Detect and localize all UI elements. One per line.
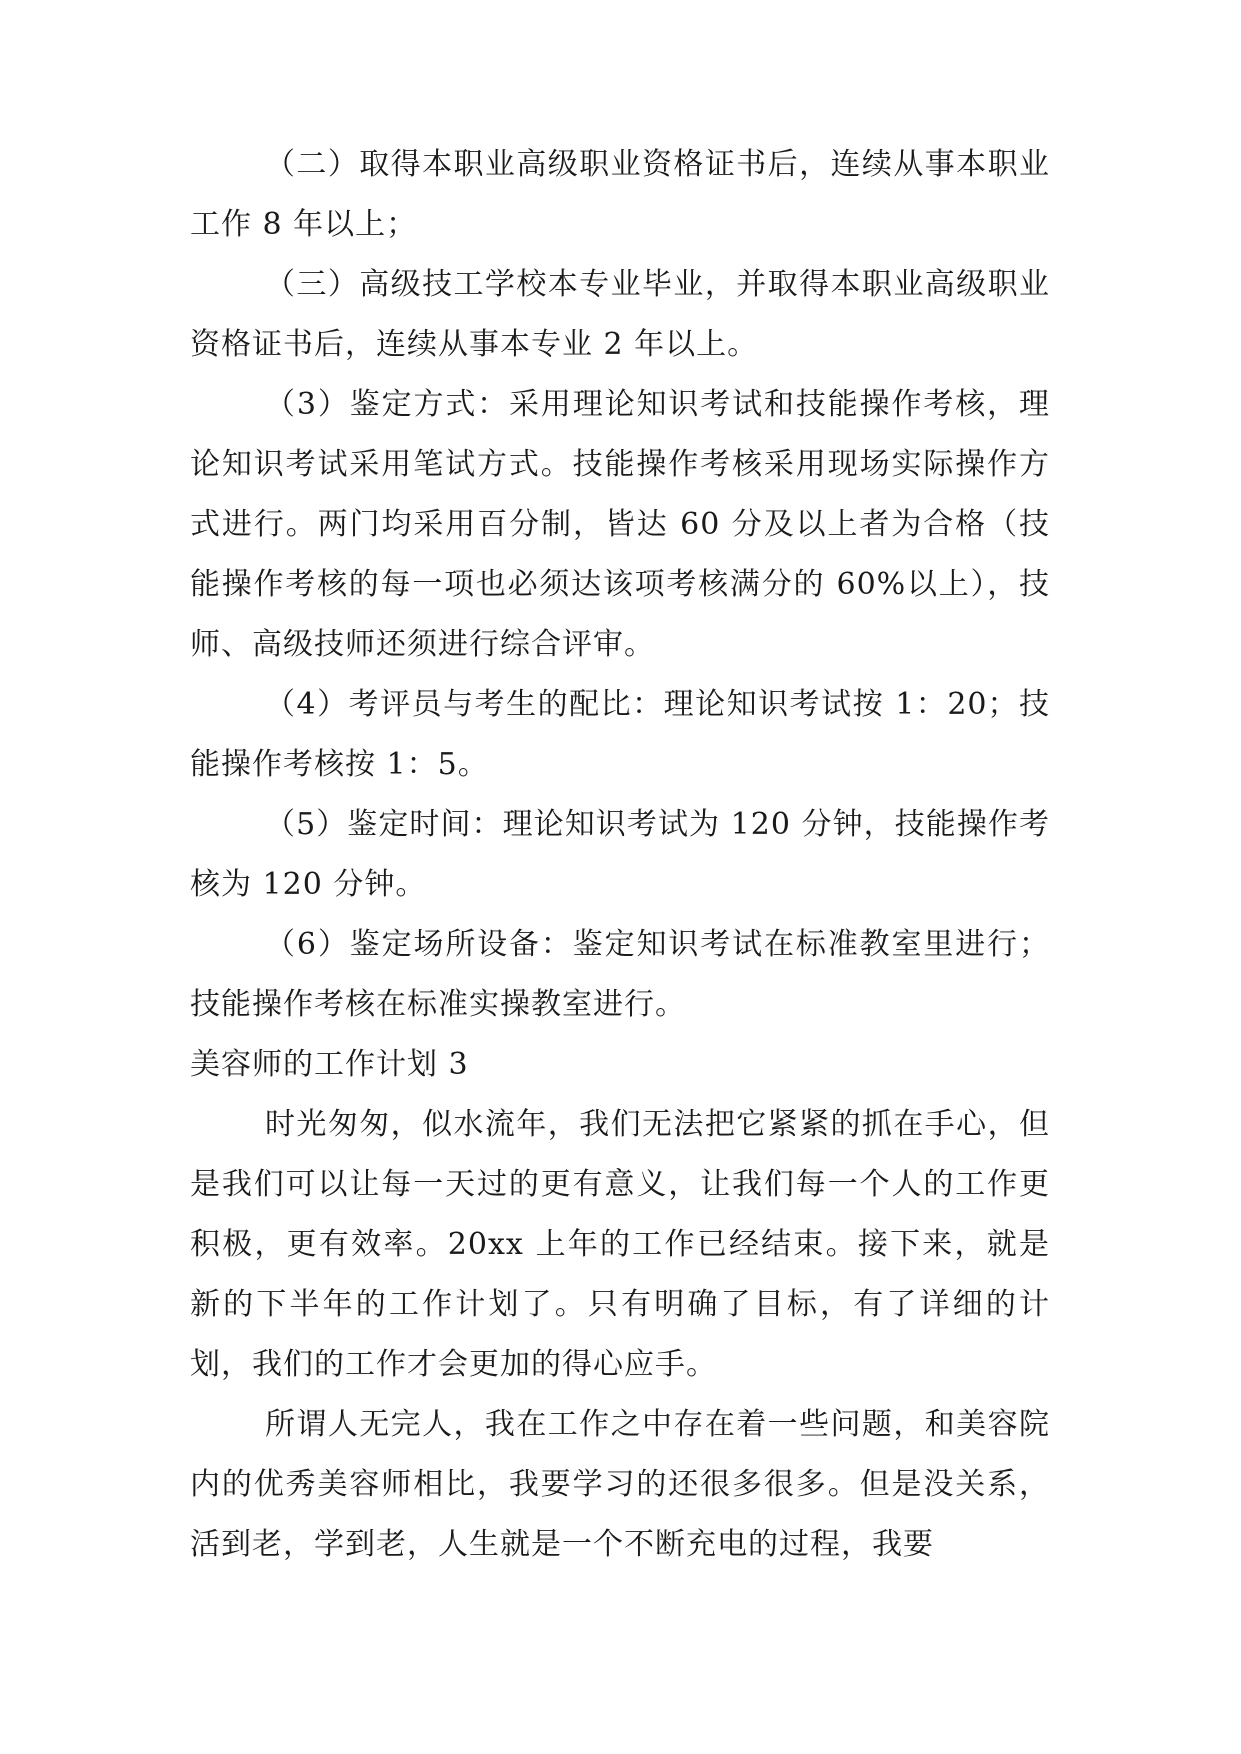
paragraph-assessment-time: （5）鉴定时间：理论知识考试为 120 分钟，技能操作考核为 120 分钟。 [190,807,1050,902]
paragraph-qualification-3: （三）高级技工学校本专业毕业，并取得本职业高级职业资格证书后，连续从事本专业 2 年以上。 [190,267,1050,362]
paragraph-assessment-method: （3）鉴定方式：采用理论知识考试和技能操作考核，理论知识考试采用笔试方式。技能操作考核采用现场实际操作方式进行。两门均采用百分制，皆达 60 分及以上者为合格（技能操作考核的每一项也必须达该项考核满分的 60%以上），技师、高级技师还须进行综合评审。 [190,387,1050,662]
paragraph-assessment-venue: （6）鉴定场所设备：鉴定知识考试在标准教室里进行；技能操作考核在标准实操教室进行。 [190,927,1050,1022]
paragraph-examiner-ratio: （4）考评员与考生的配比：理论知识考试按 1：20；技能操作考核按 1：5。 [190,687,1050,782]
section-heading: 美容师的工作计划 3 [190,1047,469,1082]
paragraph-intro: 时光匆匆，似水流年，我们无法把它紧紧的抓在手心，但是我们可以让每一天过的更有意义，让我们每一个人的工作更积极，更有效率。20xx 上年的工作已经结束。接下来，就是新的下半年的工作计划了。只有明确了目标，有了详细的计划，我们的工作才会更加的得心应手。 [190,1107,1050,1382]
paragraph-qualification-2: （二）取得本职业高级职业资格证书后，连续从事本职业工作 8 年以上； [190,147,1050,242]
paragraph-self-reflection: 所谓人无完人，我在工作之中存在着一些问题，和美容院内的优秀美容师相比，我要学习的还很多很多。但是没关系，活到老，学到老，人生就是一个不断充电的过程，我要 [190,1407,1050,1562]
